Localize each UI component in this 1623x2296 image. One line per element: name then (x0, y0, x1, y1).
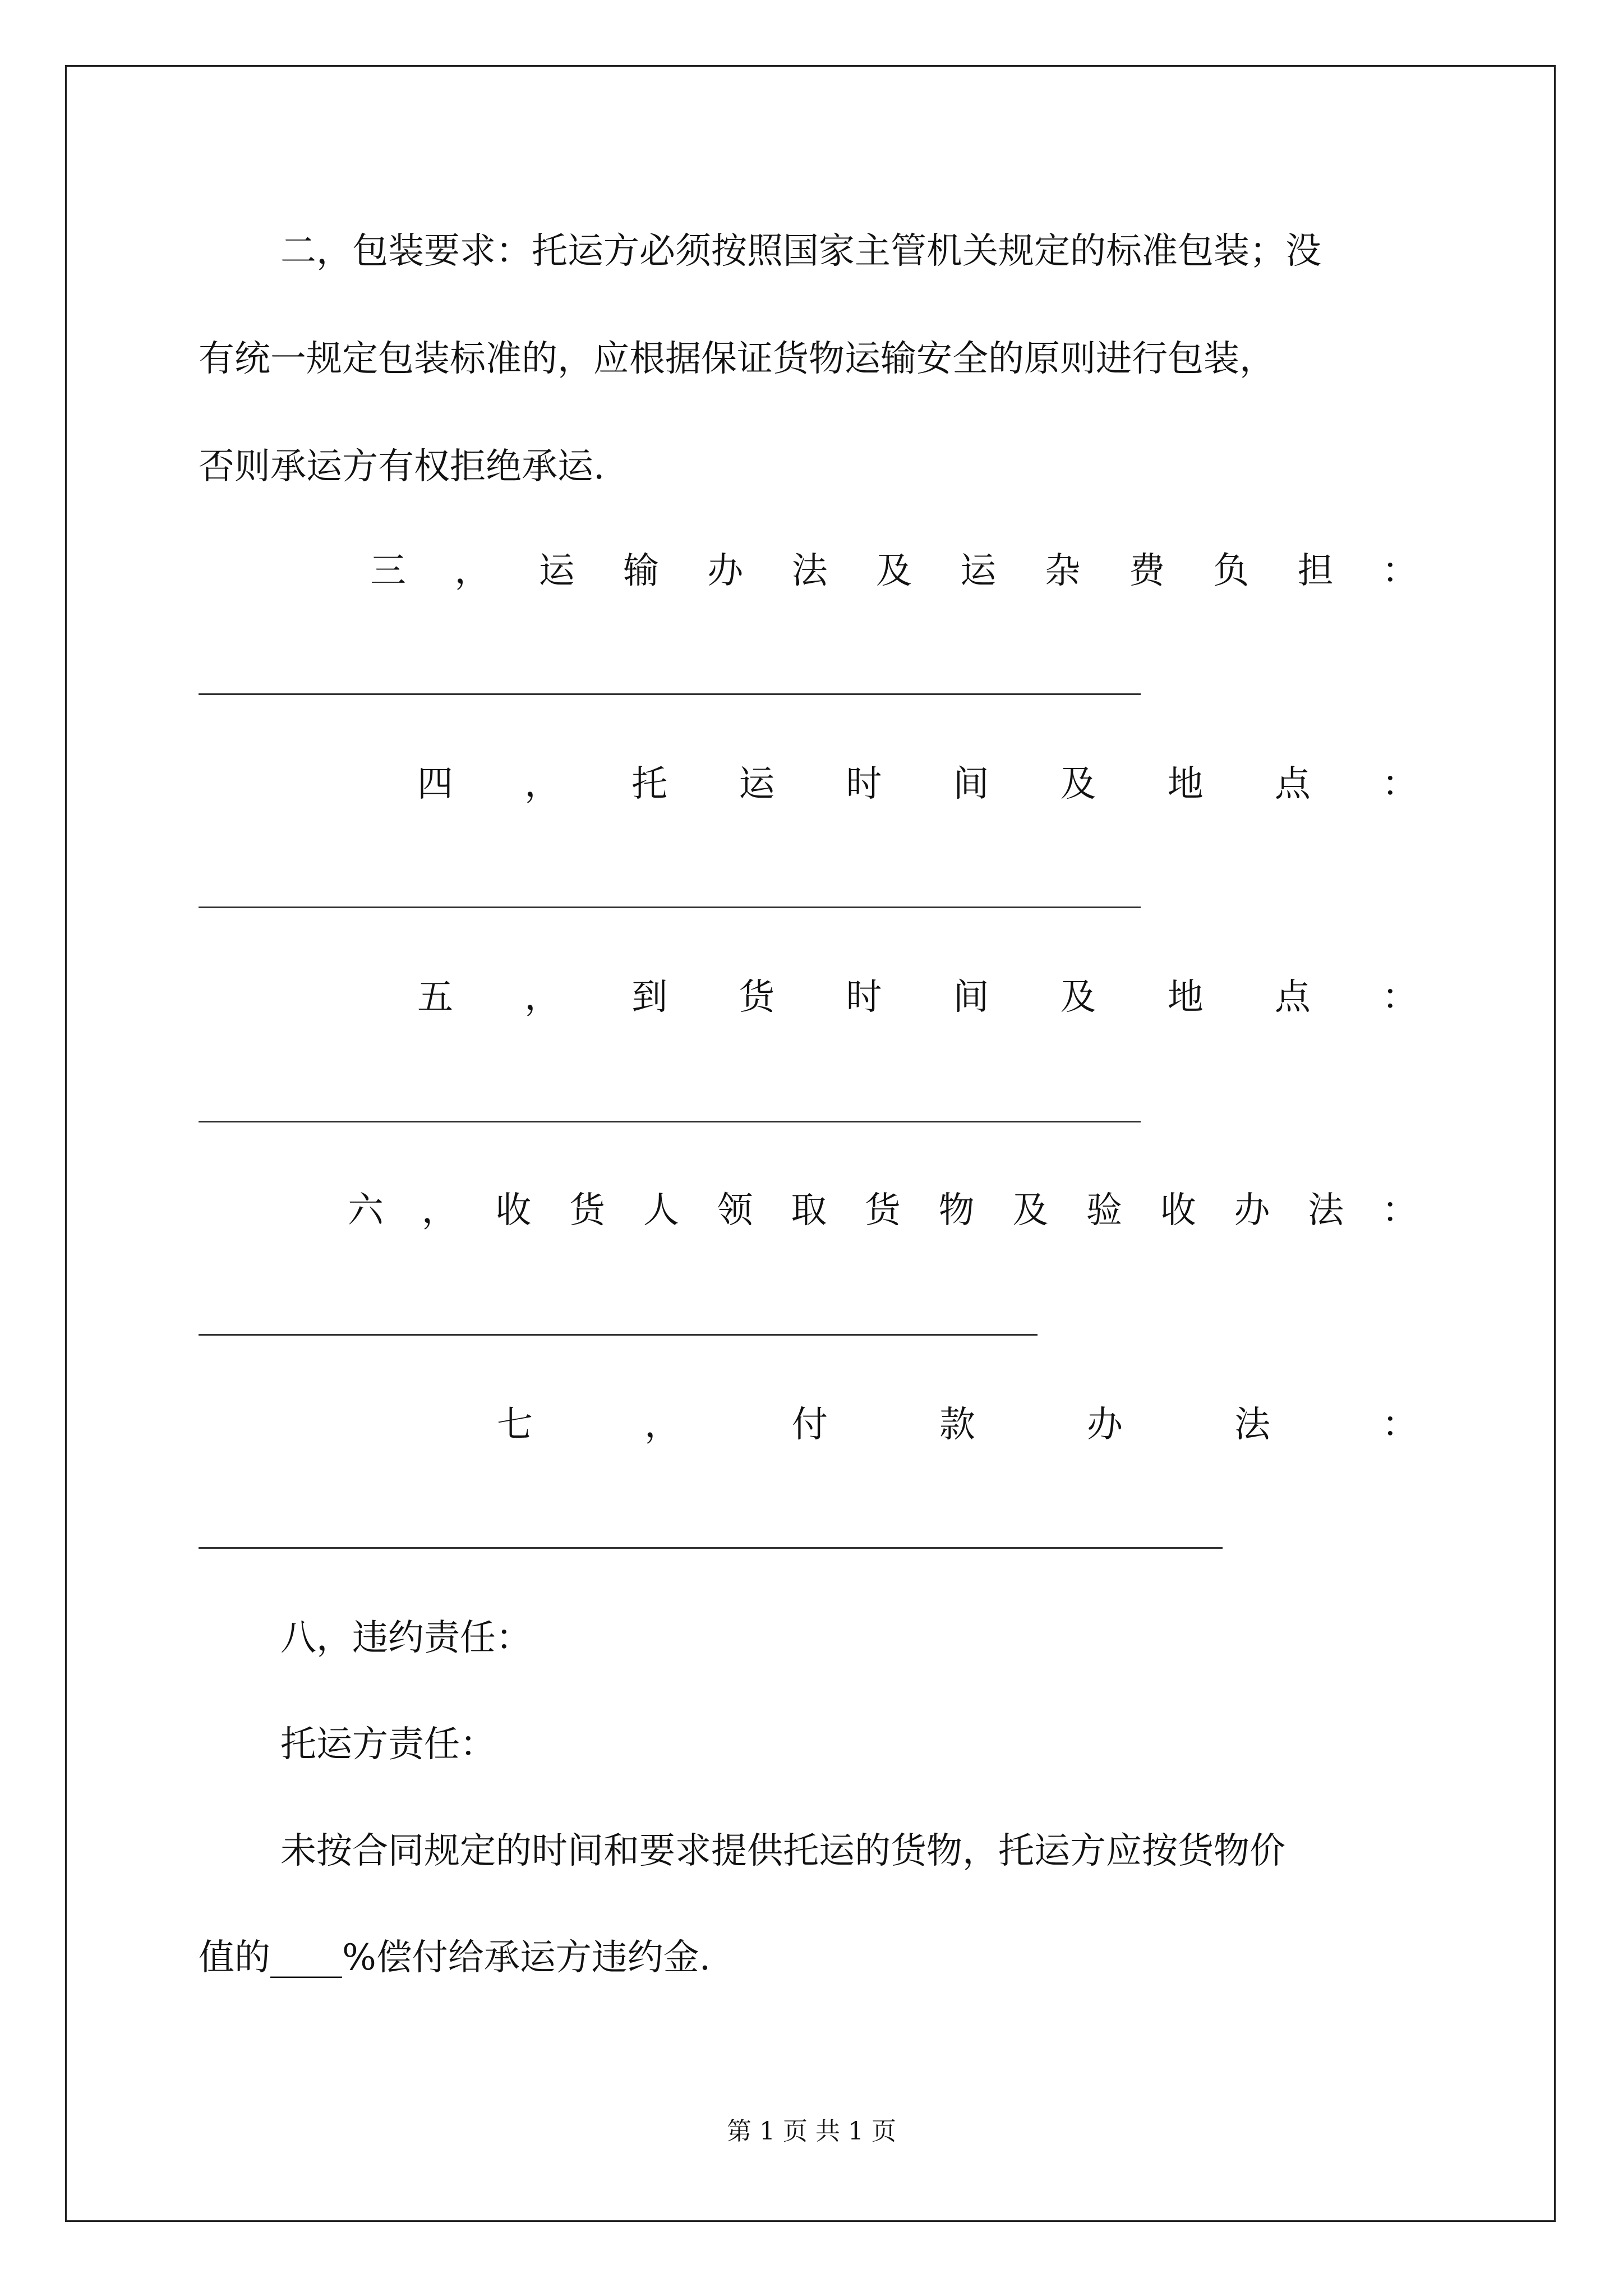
fill-in-blank-3 (199, 693, 1141, 695)
heading-char: 七 (497, 1404, 533, 1446)
heading-char: 办 (707, 550, 744, 592)
heading-char: 四 (417, 763, 453, 805)
heading-char: 到 (631, 977, 668, 1018)
heading3 (370, 549, 1418, 593)
para2-line1: 二，包装要求：托运方必须按照国家主管机关规定的标准包装；没 (280, 231, 1321, 272)
heading-char: 货 (739, 977, 775, 1018)
heading-char: 运 (960, 550, 997, 592)
heading-char: ： (1381, 1190, 1418, 1231)
heading-char: 物 (938, 1190, 975, 1231)
heading-char: 付 (792, 1404, 828, 1446)
heading-char: 人 (643, 1190, 679, 1231)
heading-char: 间 (953, 763, 989, 805)
heading-char: 托 (631, 763, 668, 805)
heading-char: ： (1381, 763, 1418, 805)
fill-in-blank-4 (199, 907, 1141, 908)
heading-char: ： (1381, 550, 1418, 592)
heading7 (497, 1402, 1418, 1447)
heading-char: 收 (1160, 1190, 1196, 1231)
heading-char: 款 (939, 1404, 975, 1446)
heading-char: 验 (1086, 1190, 1123, 1231)
page-frame (65, 65, 1556, 2222)
fill-in-blank-6 (199, 1334, 1038, 1336)
heading-char: ， (421, 1190, 458, 1231)
heading-char: 负 (1213, 550, 1249, 592)
heading-char: 法 (1234, 1404, 1270, 1446)
heading-char: ， (644, 1404, 680, 1446)
heading-char: 时 (846, 763, 882, 805)
heading-char: 领 (717, 1190, 753, 1231)
heading-char: 货 (569, 1190, 606, 1231)
heading8: 八，违约责任： (280, 1617, 532, 1659)
heading-char: 间 (953, 977, 989, 1018)
heading-char: 及 (875, 550, 912, 592)
page-footer: 第 1 页 共 1 页 (727, 2117, 896, 2146)
heading-char: 法 (791, 550, 828, 592)
heading-char: 及 (1060, 763, 1096, 805)
subheading-shipper-liability: 托运方责任： (280, 1724, 496, 1765)
heading-char: 点 (1274, 763, 1311, 805)
heading-char: 运 (739, 763, 775, 805)
heading6 (348, 1188, 1418, 1233)
heading-char: 三 (370, 550, 406, 592)
heading-char: 地 (1167, 763, 1204, 805)
heading-char: 取 (791, 1190, 827, 1231)
para2-line2: 有统一规定包装标准的，应根据保证货物运输安全的原则进行包装， (199, 338, 1275, 380)
heading-char: 点 (1274, 977, 1311, 1018)
heading-char: 六 (348, 1190, 384, 1231)
heading4 (417, 762, 1418, 807)
para2-line3: 否则承运方有权拒绝承运. (199, 446, 605, 487)
heading-char: 收 (495, 1190, 532, 1231)
fill-in-blank-5 (199, 1121, 1141, 1122)
heading-char: 办 (1234, 1190, 1270, 1231)
heading5 (417, 975, 1418, 1020)
breach-line1: 未按合同规定的时间和要求提供托运的货物，托运方应按货物价 (280, 1830, 1285, 1872)
heading-char: 担 (1297, 550, 1334, 592)
heading-char: 五 (417, 977, 453, 1018)
heading-char: 地 (1167, 977, 1204, 1018)
heading-char: 法 (1308, 1190, 1344, 1231)
heading-char: 费 (1128, 550, 1165, 592)
heading-char: ： (1382, 1404, 1418, 1446)
heading-char: ， (524, 763, 561, 805)
heading-char: ， (454, 550, 491, 592)
heading-char: 及 (1012, 1190, 1049, 1231)
heading-char: 运 (538, 550, 575, 592)
heading-char: ： (1381, 977, 1418, 1018)
heading-char: 时 (846, 977, 882, 1018)
breach-line2: 值的____%偿付给承运方违约金. (199, 1937, 711, 1978)
heading-char: ， (524, 977, 561, 1018)
heading-char: 输 (623, 550, 659, 592)
heading-char: 及 (1060, 977, 1096, 1018)
fill-in-blank-7 (199, 1547, 1223, 1549)
heading-char: 办 (1087, 1404, 1123, 1446)
heading-char: 货 (864, 1190, 901, 1231)
heading-char: 杂 (1044, 550, 1081, 592)
